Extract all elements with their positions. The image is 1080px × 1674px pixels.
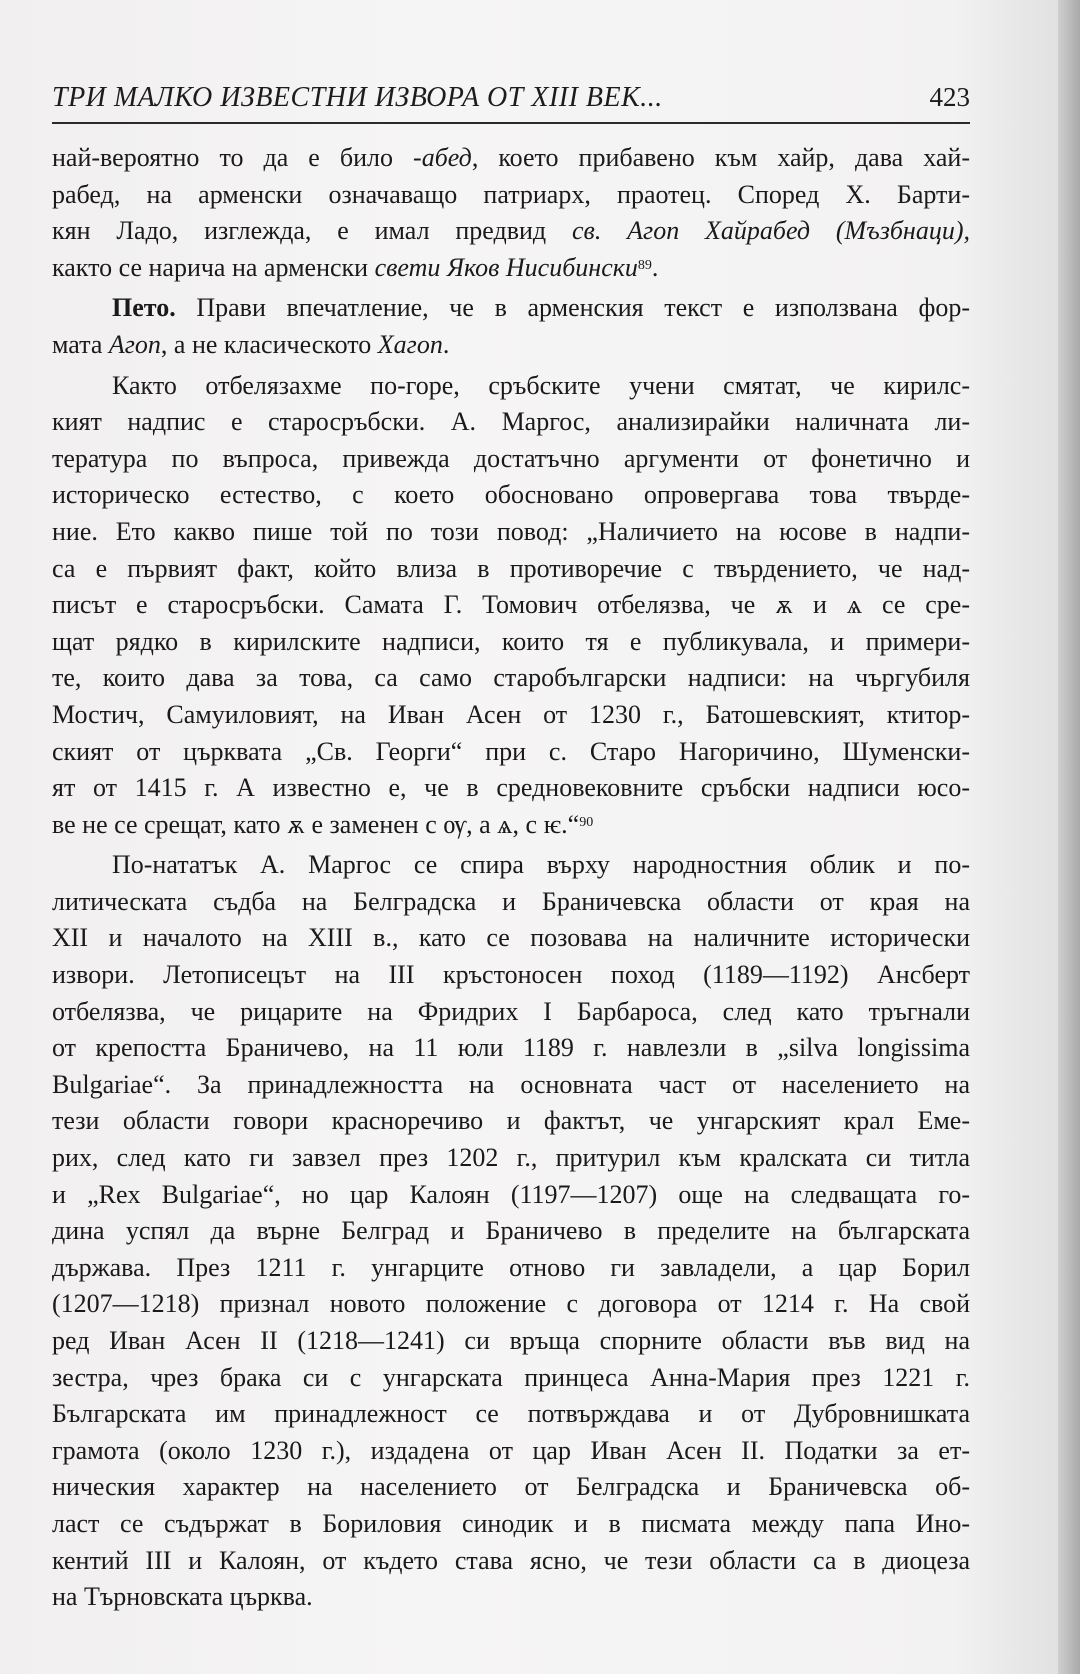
text-line: историческо естество, с което обосновано опровергава това твърде-: [52, 480, 970, 510]
text-line: мата Агоп, а не класическото Хагоп.: [52, 329, 450, 359]
text-line: тература по въпроса, привежда достатъчно аргументи от фонетично и: [52, 443, 970, 473]
text-line: ред Иван Асен II (1218—1241) си връща спорните области във вид на: [52, 1326, 970, 1355]
text-line: XII и началото на XIII в., като се позовава на наличните исторически: [52, 923, 970, 953]
body-text: [52, 140, 970, 1616]
text-line: и „Rex Bulgariae“, но цар Калоян (1197—1207) още на следващата го-: [52, 1179, 970, 1209]
text-line: ят от 1415 г. А известно е, че в средновековните сръбски надписи юсо-: [52, 773, 970, 803]
text-line: те, които дава за това, са само старобългарски надписи: на чъргубиля: [52, 663, 970, 693]
text-line: тези области говори красноречиво и фактът, че унгарският крал Еме-: [52, 1106, 970, 1136]
text-line: ническия характер на населението от Белградска и Браничевска об-: [52, 1472, 970, 1502]
text-line: ве не се срещат, като ѫ е заменен с ѹ, а ѧ, с ѥ.“$^{90}$: [52, 809, 594, 839]
text-line: Българската им принадлежност се потвърждава и от Дубровнишката: [52, 1399, 970, 1429]
footnote-ref-89: 89: [637, 257, 652, 273]
text-line: както се нарича на арменски свети Яков Нисибински$^{89}$.: [52, 252, 659, 282]
text-line: най-вероятно то да е било -абед, което прибавено към хайр, дава хай-: [52, 143, 970, 172]
text-line: са е първият факт, който влиза в противоречие с твърдението, че над-: [52, 553, 970, 583]
text-line: щат рядко в кирилските надписи, които тя е публикувала, и примери-: [52, 626, 970, 656]
text-line: рих, след като ги завзел през 1202 г., притурил към кралската си титла: [52, 1143, 970, 1173]
text-line: ние. Ето какво пише той по този повод: „Наличието на юсове в надпи-: [52, 516, 970, 546]
text-line: дина успял да върне Белград и Браничево в пределите на българската: [52, 1216, 970, 1246]
text-line: държава. През 1211 г. унгарците отново ги завладели, а цар Борил: [52, 1252, 970, 1282]
text-line: Мостич, Самуиловият, на Иван Асен от 1230 г., Батошевският, ктитор-: [52, 699, 970, 729]
page-header: [52, 78, 970, 124]
text-line: литическата съдба на Белградска и Браничевска области от края на: [52, 886, 970, 916]
text-line: ласт се съдържат в Бориловия синодик и в писмата между папа Ино-: [52, 1508, 970, 1538]
paragraph-start: По-нататък А. Маргос се спира върху народностния облик и по-: [112, 850, 970, 880]
text-line: грамота (около 1230 г.), издадена от цар Иван Асен II. Податки за ет-: [52, 1435, 970, 1465]
page-edge-shadow: [1058, 0, 1080, 1674]
text-line: от крепостта Браничево, на 11 юли 1189 г. навлезли в „silva longissima: [52, 1033, 970, 1063]
text-line: Bulgariae“. За принадлежността на основната част от населението на: [52, 1069, 970, 1099]
text-line: ският от църквата „Св. Георги“ при с. Старо Нагоричино, Шуменски-: [52, 736, 970, 766]
paragraph-start: Както отбелязахме по-горе, сръбските учени смятат, че кирилс-: [112, 370, 970, 400]
text-line: (1207—1218) признал новото положение с договора от 1214 г. На свой: [52, 1289, 970, 1319]
text-line: рабед, на арменски означаващо патриарх, праотец. Според Х. Барти-: [52, 179, 970, 209]
text-line: извори. Летописецът на III кръстоносен поход (1189—1192) Ансберт: [52, 960, 970, 990]
page-number: 423: [929, 82, 970, 112]
text-line: на Търновската църква.: [52, 1582, 313, 1612]
running-title: ТРИ МАЛКО ИЗВЕСТНИ ИЗВОРА ОТ XIII ВЕК...: [52, 82, 663, 113]
text-line: отбелязва, че рицарите на Фридрих I Барбароса, след като тръгнали: [52, 996, 970, 1026]
text-line: кентий III и Калоян, от където става ясно, че тези области са в диоцеза: [52, 1545, 970, 1575]
text-line: кият надпис е старосръбски. А. Маргос, анализирайки наличната ли-: [52, 407, 970, 437]
footnote-ref-90: 90: [579, 814, 594, 830]
text-line: зестра, чрез брака си с унгарската принцеса Анна-Мария през 1221 г.: [52, 1362, 970, 1392]
paragraph-start: Пето. Прави впечатление, че в арменския текст е използвана фор-: [112, 293, 970, 323]
text-line: писът е старосръбски. Самата Г. Томович отбелязва, че ѫ и ѧ се сре-: [52, 590, 970, 620]
text-line: кян Ладо, изглежда, е имал предвид св. Агоп Хайрабед (Мъзбнаци),: [52, 216, 970, 246]
